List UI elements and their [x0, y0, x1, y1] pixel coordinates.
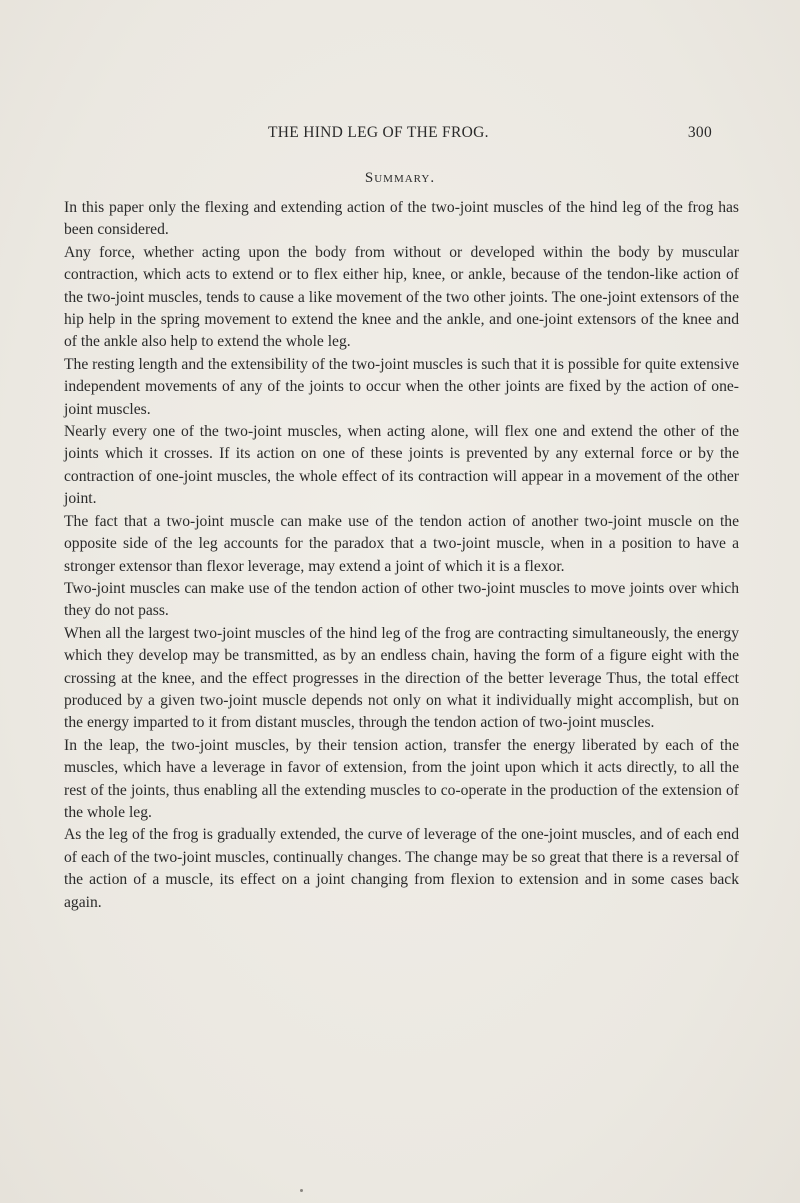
paragraph: In this paper only the flexing and extending action of the two-joint muscles of the hind leg of the frog has been considered. [64, 199, 739, 239]
paragraph: The fact that a two-joint muscle can make use of the tendon action of another two-joint muscle on the opposite side of the leg accounts for the paradox that a two-joint muscle, when in a position to have a stronger extensor than flexor leverage, may extend a joint of which it is a flexor. [64, 512, 739, 575]
page-number: 300 [687, 124, 712, 141]
paragraph: As the leg of the frog is gradually extended, the curve of leverage of the one-joint muscles, and of each end of each of the two-joint muscles, continually changes. The change may be so great that there is a reversal of the action of a muscle, its effect on a joint changing from flexion to extension and in some cases back again. [64, 826, 739, 911]
paragraph: When all the largest two-joint muscles of the hind leg of the frog are contracting simultaneously, the energy which they develop may be transmitted, as by an endless chain, having the form of a figure eight with the crossing at the knee, and the effect progresses in the direction of the better leverage Thus, the total effect produced by a given two-joint muscle depends not only on what it individually might accomplish, but on the energy imparted to it from distant muscles, through the tendon action of two-joint muscles. [64, 624, 739, 732]
paragraph: Nearly every one of the two-joint muscles, when acting alone, will flex one and extend the other of the joints which it crosses. If its action on one of these joints is prevented by any external force or by the contraction of one-joint muscles, the whole effect of its contraction will appear in a movement of the other joint. [64, 423, 739, 508]
paragraph: The resting length and the extensibility of the two-joint muscles is such that it is possible for quite extensive independent movements of any of the joints to occur when the other joints are fixed by the action of one-joint muscles. [64, 355, 739, 418]
paragraph: Two-joint muscles can make use of the tendon action of other two-joint muscles to move joints over which they do not pass. [64, 579, 739, 620]
running-head [268, 124, 712, 146]
ink-speck [300, 1189, 303, 1192]
section-title: Summary. [364, 170, 436, 186]
paragraph: In the leap, the two-joint muscles, by their tension action, transfer the energy liberated by each of the muscles, which have a leverage in favor of extension, from the joint upon which it acts directly, to all the rest of the joints, thus enabling all the extending muscles to co-operate in the production of the extension of the whole leg. [64, 736, 739, 821]
running-head-title: THE HIND LEG OF THE FROG. [268, 124, 489, 141]
paragraph: Any force, whether acting upon the body from without or developed within the body by muscular contraction, which acts to extend or to flex either hip, knee, or ankle, because of the tendon-like action of the two-joint muscles, tends to cause a like movement of the two other joints. The one-joint extensors of the hip help in the spring movement to extend the knee and the ankle, and one-joint extensors of the knee and of the ankle also help to extend the whole leg. [64, 243, 739, 351]
body-text [64, 197, 739, 914]
